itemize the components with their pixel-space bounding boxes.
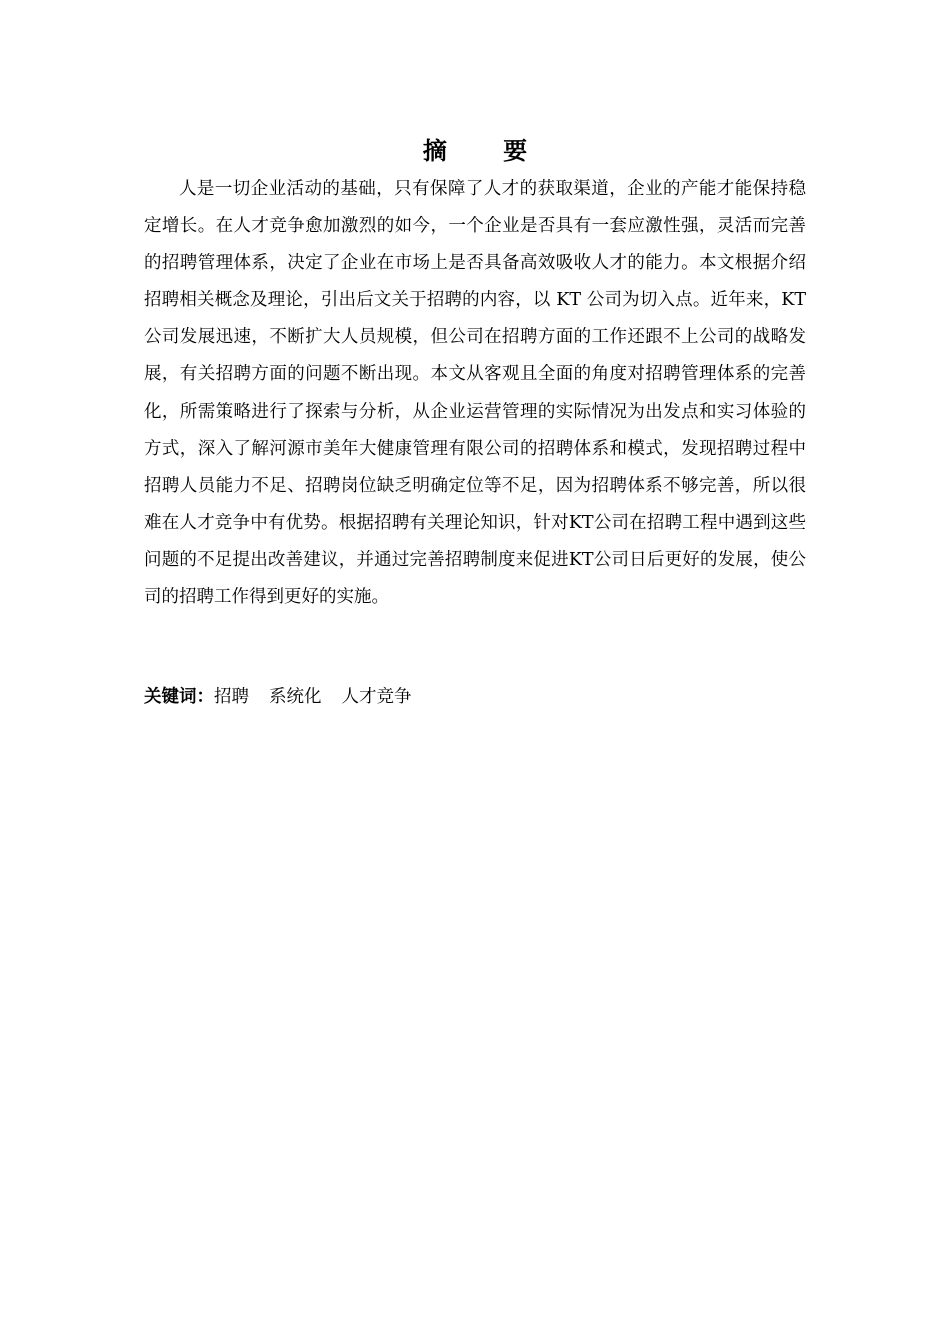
keywords-label: 关键词： bbox=[144, 687, 214, 707]
abstract-title: 摘 要 bbox=[422, 136, 552, 165]
keyword-item: 人才竞争 bbox=[341, 687, 412, 707]
keywords-line bbox=[144, 680, 806, 714]
keyword-item: 系统化 bbox=[269, 687, 322, 707]
abstract-paragraph: 人是一切企业活动的基础，只有保障了人才的获取渠道，企业的产能才能保持稳定增长。在人才竞争愈加激烈的如今，一个企业是否具有一套应激性强，灵活而完善的招聘管理体系，决定了企业在市场上是否具备高效吸收人才的能力。本文根据介绍招聘相关概念及理论，引出后文关于招聘的内容，以 KT 公司为切入点。近年来，KT 公司发展迅速，不断扩大人员规模，但公司在招聘方面的工作还跟不上公司的战略发展，有关招聘方面的问题不断出现。本文从客观且全面的角度对招聘管理体系的完善化，所需策略进行了探索与分析，从企业运营管理的实际情况为出发点和实习体验的方式，深入了解河源市美年大健康管理有限公司的招聘体系和模式，发现招聘过程中招聘人员能力不足、招聘岗位缺乏明确定位等不足，因为招聘体系不够完善，所以很难在人才竞争中有优势。根据招聘有关理论知识，针对KT公司在招聘工程中遇到这些问题的不足提出改善建议，并通过完善招聘制度来促进KT公司日后更好的发展，使公司的招聘工作得到更好的实施。 bbox=[144, 179, 806, 608]
keyword-item: 招聘 bbox=[214, 687, 249, 707]
